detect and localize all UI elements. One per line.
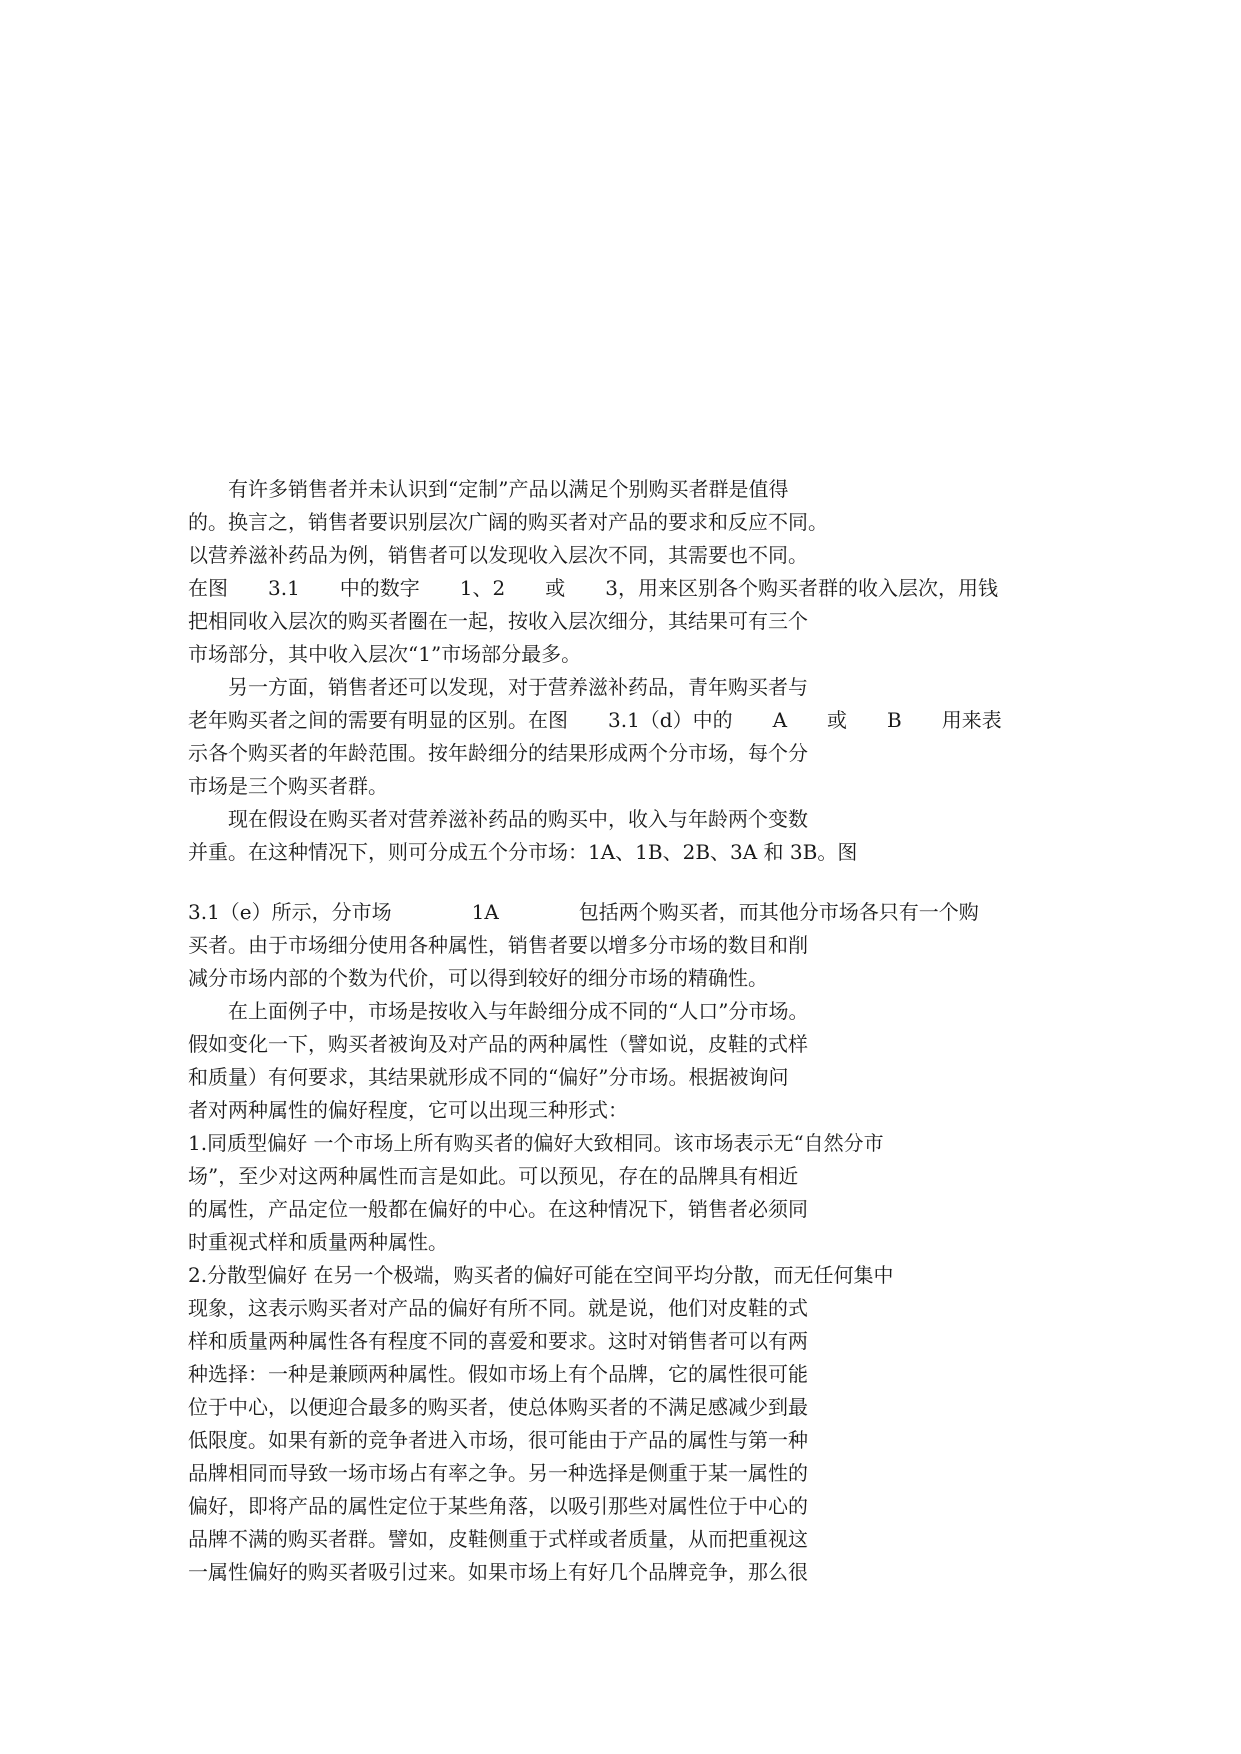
text-line: 另一方面，销售者还可以发现，对于营养滋补药品，青年购买者与 bbox=[188, 675, 808, 699]
text-line: 在图 3.1 中的数字 1、2 或 3，用来区别各个购买者群的收入层次，用钱 bbox=[188, 576, 998, 600]
text-line: 在上面例子中，市场是按收入与年龄细分成不同的“人口”分市场。 bbox=[188, 999, 809, 1023]
text-line: 现象，这表示购买者对产品的偏好有所不同。就是说，他们对皮鞋的式 bbox=[188, 1296, 808, 1320]
text-line: 低限度。如果有新的竞争者进入市场，很可能由于产品的属性与第一种 bbox=[188, 1428, 808, 1452]
text-line: 品牌不满的购买者群。譬如，皮鞋侧重于式样或者质量，从而把重视这 bbox=[188, 1527, 808, 1551]
text-line: 一属性偏好的购买者吸引过来。如果市场上有好几个品牌竞争，那么很 bbox=[188, 1560, 808, 1584]
text-line: 减分市场内部的个数为代价，可以得到较好的细分市场的精确性。 bbox=[188, 966, 768, 990]
text-line: 市场部分，其中收入层次“1”市场部分最多。 bbox=[188, 642, 582, 666]
text-line: 的。换言之，销售者要识别层次广阔的购买者对产品的要求和反应不同。 bbox=[188, 510, 828, 534]
text-line: 老年购买者之间的需要有明显的区别。在图 3.1（d）中的 A 或 B 用来表 bbox=[188, 708, 1002, 732]
text-line: 把相同收入层次的购买者圈在一起，按收入层次细分，其结果可有三个 bbox=[188, 609, 808, 633]
text-line: 现在假设在购买者对营养滋补药品的购买中，收入与年龄两个变数 bbox=[188, 807, 808, 831]
text-line: 并重。在这种情况下，则可分成五个分市场：1A、1B、2B、3A 和 3B。图 bbox=[188, 840, 858, 864]
text-line: 偏好，即将产品的属性定位于某些角落，以吸引那些对属性位于中心的 bbox=[188, 1494, 808, 1518]
text-line: 种选择：一种是兼顾两种属性。假如市场上有个品牌，它的属性很可能 bbox=[188, 1362, 808, 1386]
text-line: 品牌相同而导致一场市场占有率之争。另一种选择是侧重于某一属性的 bbox=[188, 1461, 808, 1485]
text-line: 假如变化一下，购买者被询及对产品的两种属性（譬如说，皮鞋的式样 bbox=[188, 1032, 808, 1056]
text-line: 3.1（e）所示，分市场 1A 包括两个购买者，而其他分市场各只有一个购 bbox=[188, 900, 979, 924]
text-line: 者对两种属性的偏好程度，它可以出现三种形式： bbox=[188, 1098, 628, 1122]
text-line: 以营养滋补药品为例，销售者可以发现收入层次不同，其需要也不同。 bbox=[188, 543, 808, 567]
text-line: 时重视式样和质量两种属性。 bbox=[188, 1230, 448, 1254]
text-line: 位于中心，以便迎合最多的购买者，使总体购买者的不满足感减少到最 bbox=[188, 1395, 808, 1419]
text-line: 2.分散型偏好 在另一个极端，购买者的偏好可能在空间平均分散，而无任何集中 bbox=[188, 1263, 894, 1287]
text-line: 和质量）有何要求，其结果就形成不同的“偏好”分市场。根据被询问 bbox=[188, 1065, 789, 1089]
text-line: 市场是三个购买者群。 bbox=[188, 774, 388, 798]
text-line: 买者。由于市场细分使用各种属性，销售者要以增多分市场的数目和削 bbox=[188, 933, 808, 957]
text-line: 场”，至少对这两种属性而言是如此。可以预见，存在的品牌具有相近 bbox=[188, 1164, 799, 1188]
text-line: 的属性，产品定位一般都在偏好的中心。在这种情况下，销售者必须同 bbox=[188, 1197, 808, 1221]
text-line: 有许多销售者并未认识到“定制”产品以满足个别购买者群是值得 bbox=[188, 477, 789, 501]
text-line: 1.同质型偏好 一个市场上所有购买者的偏好大致相同。该市场表示无“自然分市 bbox=[188, 1131, 884, 1155]
text-line: 示各个购买者的年龄范围。按年龄细分的结果形成两个分市场，每个分 bbox=[188, 741, 808, 765]
text-line: 样和质量两种属性各有程度不同的喜爱和要求。这时对销售者可以有两 bbox=[188, 1329, 808, 1353]
